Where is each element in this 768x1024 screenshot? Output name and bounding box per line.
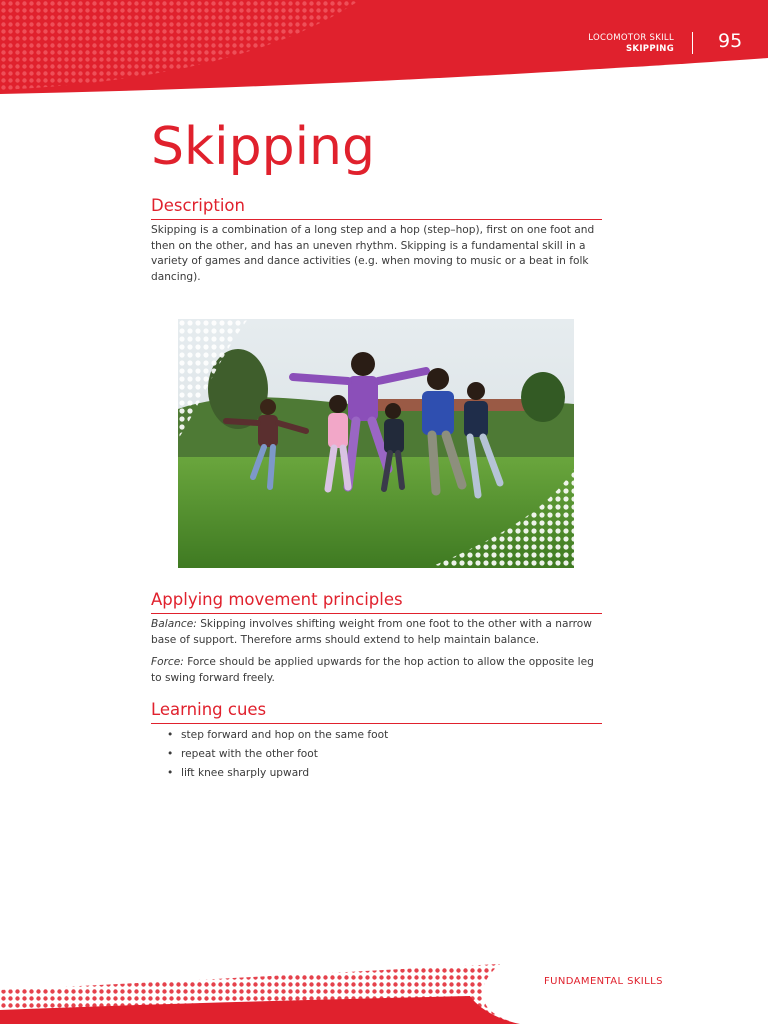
header-section-label: LOCOMOTOR SKILL	[588, 33, 674, 43]
footer-section-label: FUNDAMENTAL SKILLS	[544, 976, 663, 987]
list-item: • step forward and hop on the same foot	[151, 726, 602, 745]
main-content	[151, 112, 602, 285]
header-skill-label: SKIPPING	[626, 44, 674, 54]
force-text: Force should be applied upwards for the hop action to allow the opposite leg to swing forward freely.	[151, 656, 594, 684]
children-skipping-photo	[178, 319, 574, 568]
balance-paragraph	[151, 617, 602, 648]
footer-band	[0, 960, 768, 1024]
balance-text: Skipping involves shifting weight from one foot to the other with a narrow base of support. Therefore arms should extend to help maintain balance.	[151, 618, 592, 646]
header-divider	[692, 32, 693, 54]
list-item: • repeat with the other foot	[151, 745, 602, 764]
principles-heading: Applying movement principles	[151, 589, 602, 614]
balance-label: Balance:	[151, 618, 197, 630]
learning-cues-list	[151, 726, 602, 783]
learning-cues-heading: Learning cues	[151, 699, 602, 724]
force-label: Force:	[151, 656, 184, 668]
page-title: Skipping	[151, 117, 375, 177]
page-number: 95	[718, 30, 743, 52]
force-paragraph	[151, 655, 602, 686]
description-heading: Description	[151, 195, 602, 220]
list-item: • lift knee sharply upward	[151, 764, 602, 783]
description-text: Skipping is a combination of a long step and a hop (step–hop), first on one foot and then on the other, and has an uneven rhythm. Skipping is a fundamental skill in a variety of games and dance activities (e.g. when moving to music or a beat in folk dancing).	[151, 224, 595, 283]
